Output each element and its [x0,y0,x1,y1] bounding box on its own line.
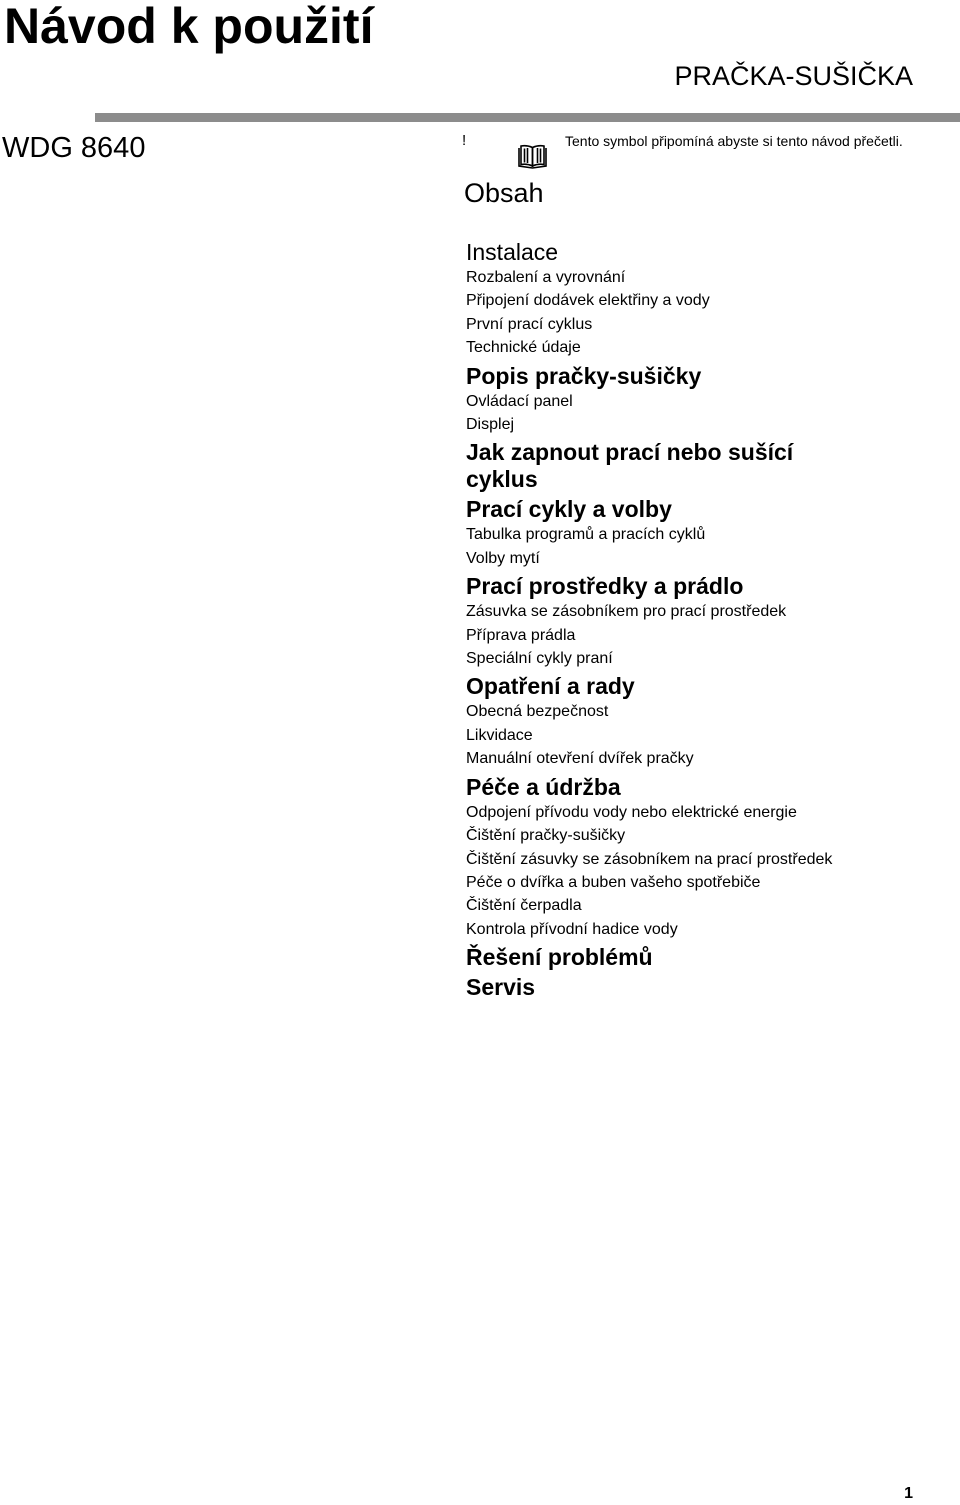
toc-item[interactable]: Obecná bezpečnost [466,703,609,721]
toc-item[interactable]: Připojení dodávek elektřiny a vody [466,292,710,310]
toc-item[interactable]: Péče o dvířka a buben vašeho spotřebiče [466,873,761,891]
book-icon [517,144,548,170]
toc-item[interactable]: Čištění zásuvky se zásobníkem na prací prostředek [466,850,833,868]
toc-section-start-cycle[interactable]: Jak zapnout prací nebo sušící cyklus [466,439,794,493]
notice-text: Tento symbol připomíná abyste si tento návod přečetli. [565,133,903,149]
toc-item[interactable]: Likvidace [466,726,533,744]
toc-item[interactable]: Rozbalení a vyrovnání [466,269,626,286]
toc-item[interactable]: Odpojení přívodu vody nebo elektrické energie [466,803,797,821]
notice-mark: ! [462,132,467,149]
page-number: 1 [904,1485,913,1502]
toc-item[interactable]: Speciální cykly praní [466,650,613,668]
header-divider [95,113,960,122]
toc-item[interactable]: Volby mytí [466,549,540,567]
toc-section-maintenance[interactable]: Péče a údržba [466,773,621,800]
toc-item[interactable]: Kontrola přívodní hadice vody [466,920,678,938]
toc-item[interactable]: Technické údaje [466,339,581,357]
model-number: WDG 8640 [2,132,146,164]
document-title: Návod k použití [4,0,374,54]
toc-item[interactable]: Tabulka programů a pracích cyklů [466,526,706,544]
toc-item[interactable]: Čištění čerpadla [466,897,582,915]
table-of-contents [466,236,886,1001]
toc-heading: Obsah [464,178,544,208]
product-type: PRAČKA-SUŠIČKA [674,61,913,91]
toc-section-detergents[interactable]: Prací prostředky a prádlo [466,573,744,600]
toc-section-cycles[interactable]: Prací cykly a volby [466,496,672,523]
toc-section-precautions[interactable]: Opatření a rady [466,673,635,700]
toc-item[interactable]: Displej [466,416,515,434]
toc-item[interactable]: Čištění pračky-sušičky [466,827,626,845]
toc-item[interactable]: Zásuvka se zásobníkem pro prací prostředek [466,603,787,621]
toc-section-description[interactable]: Popis pračky-sušičky [466,362,702,389]
toc-item[interactable]: Příprava prádla [466,626,576,644]
toc-section-service[interactable]: Servis [466,974,536,1001]
toc-section-installation[interactable]: Instalace [466,239,559,265]
toc-item[interactable]: Ovládací panel [466,392,573,410]
toc-item[interactable]: První prací cyklus [466,315,593,333]
toc-section-troubleshooting[interactable]: Řešení problémů [466,944,653,971]
toc-item[interactable]: Manuální otevření dvířek pračky [466,750,694,768]
